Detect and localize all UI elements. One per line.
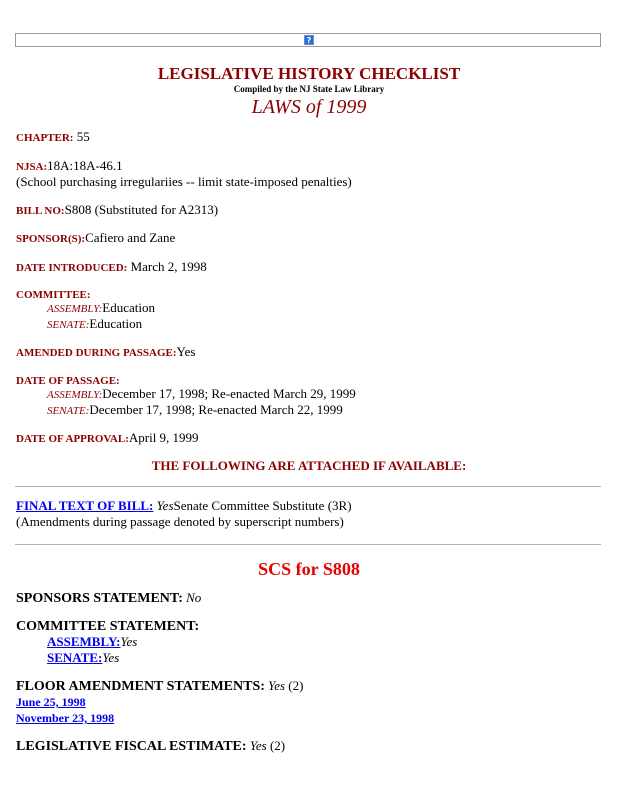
fiscal-estimate-value: Yes — [249, 738, 267, 753]
chapter-label: CHAPTER: — [16, 132, 74, 144]
date-introduced-label: DATE INTRODUCED: — [16, 262, 128, 274]
scs-heading: SCS for S808 — [258, 559, 360, 579]
fiscal-estimate-label: LEGISLATIVE FISCAL ESTIMATE: — [16, 739, 247, 754]
amended-value: Yes — [176, 344, 196, 359]
date-introduced-row — [16, 259, 207, 276]
committee-statement-senate-row — [47, 650, 119, 666]
floor-amendment-count: (2) — [285, 678, 304, 693]
floor-amendment-date-2-row — [16, 710, 114, 726]
passage-senate-row — [47, 402, 343, 419]
committee-senate-label: SENATE: — [47, 319, 90, 331]
committee-statement-assembly-row — [47, 634, 137, 650]
laws-year: LAWS of 1999 — [251, 96, 367, 118]
date-introduced-value: March 2, 1998 — [127, 259, 207, 274]
passage-senate-label: SENATE: — [47, 405, 90, 417]
attached-heading: THE FOLLOWING ARE ATTACHED IF AVAILABLE: — [151, 458, 467, 473]
sponsor-row — [16, 230, 175, 247]
chapter-row — [16, 129, 90, 146]
sponsor-value: Cafiero and Zane — [85, 230, 176, 245]
floor-amendment-row — [16, 678, 303, 695]
bill-label: BILL NO: — [16, 205, 65, 217]
njsa-row — [16, 158, 123, 175]
final-text-row — [16, 498, 352, 514]
njsa-description: (School purchasing irregulariies -- limit state-imposed penalties) — [16, 174, 352, 189]
njsa-label: NJSA: — [16, 161, 48, 173]
amended-label: AMENDED DURING PASSAGE: — [16, 347, 177, 359]
compiled-by: Compiled by the NJ State Law Library — [233, 84, 385, 94]
committee-statement-row — [16, 618, 199, 635]
committee-statement-senate-link[interactable]: SENATE: — [47, 650, 103, 665]
divider — [15, 544, 601, 545]
floor-amendment-date-1-row — [16, 694, 86, 710]
bill-value: S808 (Substituted for A2313) — [64, 202, 219, 217]
passage-assembly-value: December 17, 1998; Re-enacted March 29, 1999 — [102, 386, 356, 401]
committee-assembly-label: ASSEMBLY: — [47, 303, 103, 315]
bill-row — [16, 202, 218, 219]
passage-senate-value: December 17, 1998; Re-enacted March 22, 1999 — [89, 402, 343, 417]
page-title: LEGISLATIVE HISTORY CHECKLIST — [157, 64, 461, 83]
committee-senate-row — [47, 316, 142, 333]
committee-statement-label: COMMITTEE STATEMENT: — [16, 619, 200, 634]
fiscal-estimate-count: (2) — [266, 738, 286, 753]
committee-label: COMMITTEE: — [16, 289, 91, 301]
njsa-value: 18A:18A-46.1 — [47, 158, 123, 173]
approval-row — [16, 430, 199, 447]
floor-amendment-date-link[interactable]: November 23, 1998 — [16, 711, 115, 725]
committee-senate-value: Education — [89, 316, 143, 331]
sponsors-statement-row — [16, 590, 201, 607]
sponsors-statement-value: No — [186, 590, 202, 605]
final-text-yes: Yes — [156, 498, 174, 513]
divider — [15, 486, 601, 487]
amended-row — [16, 344, 195, 361]
committee-assembly-value: Education — [102, 300, 156, 315]
committee-statement-senate-value: Yes — [102, 650, 120, 665]
floor-amendment-label: FLOOR AMENDMENT STATEMENTS: — [16, 679, 265, 694]
chapter-value: 55 — [73, 129, 90, 144]
passage-assembly-label: ASSEMBLY: — [47, 389, 103, 401]
passage-label: DATE OF PASSAGE: — [16, 375, 120, 387]
passage-assembly-row — [47, 386, 356, 403]
fiscal-estimate-row — [16, 738, 285, 755]
sponsors-statement-label: SPONSORS STATEMENT: — [16, 591, 183, 606]
approval-value: April 9, 1999 — [128, 430, 199, 445]
sponsor-label: SPONSOR(S): — [16, 233, 86, 245]
final-text-note: (Amendments during passage denoted by superscript numbers) — [16, 514, 344, 529]
final-text-link[interactable]: FINAL TEXT OF BILL: — [16, 498, 154, 513]
committee-statement-assembly-link[interactable]: ASSEMBLY: — [47, 634, 121, 649]
help-icon[interactable]: ? — [304, 35, 314, 45]
committee-assembly-row — [47, 300, 155, 317]
top-frame-bar — [15, 33, 601, 47]
floor-amendment-date-link[interactable]: June 25, 1998 — [16, 695, 86, 709]
floor-amendment-value: Yes — [268, 678, 286, 693]
committee-statement-assembly-value: Yes — [120, 634, 138, 649]
approval-label: DATE OF APPROVAL: — [16, 433, 129, 445]
final-text-value: Senate Committee Substitute (3R) — [173, 498, 352, 513]
